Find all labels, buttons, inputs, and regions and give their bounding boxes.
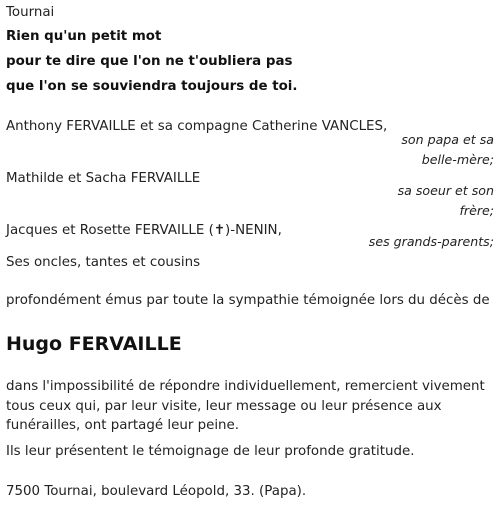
poem-line-1: Rien qu'un petit mot [6,29,162,44]
family-names-1: Anthony FERVAILLE et sa compagne Catherine VANCLES, [6,119,388,134]
family-relation-3a: ses grands-parents; [368,234,494,249]
family-relation-1b: belle-mère; [421,152,494,167]
poem-line-3: que l'on se souviendra toujours de toi. [6,79,298,94]
family-names-2: Mathilde et Sacha FERVAILLE [6,171,201,186]
thanks-line-3: funérailles, ont partagé leur peine. [6,418,240,433]
family-relation-2a: sa soeur et son [397,183,494,198]
address: 7500 Tournai, boulevard Léopold, 33. (Papa). [6,484,307,499]
thanks-line-1: dans l'impossibilité de répondre individuellement, remercient vivement [6,379,485,394]
family-names-3: Jacques et Rosette FERVAILLE (✝)-NENIN, [6,223,282,238]
deceased-name: Hugo FERVAILLE [6,333,182,355]
gratitude-text: Ils leur présentent le témoignage de leur profonde gratitude. [6,444,415,459]
thanks-line-2: tous ceux qui, par leur visite, leur message ou leur présence aux [6,399,442,414]
city: Tournai [6,5,55,20]
family-names-4: Ses oncles, tantes et cousins [6,255,201,270]
family-relation-1a: son papa et sa [401,132,494,147]
family-relation-2b: frère; [459,203,494,218]
intro-text: profondément émus par toute la sympathie témoignée lors du décès de [6,293,490,308]
poem-line-2: pour te dire que l'on ne t'oubliera pas [6,54,293,69]
